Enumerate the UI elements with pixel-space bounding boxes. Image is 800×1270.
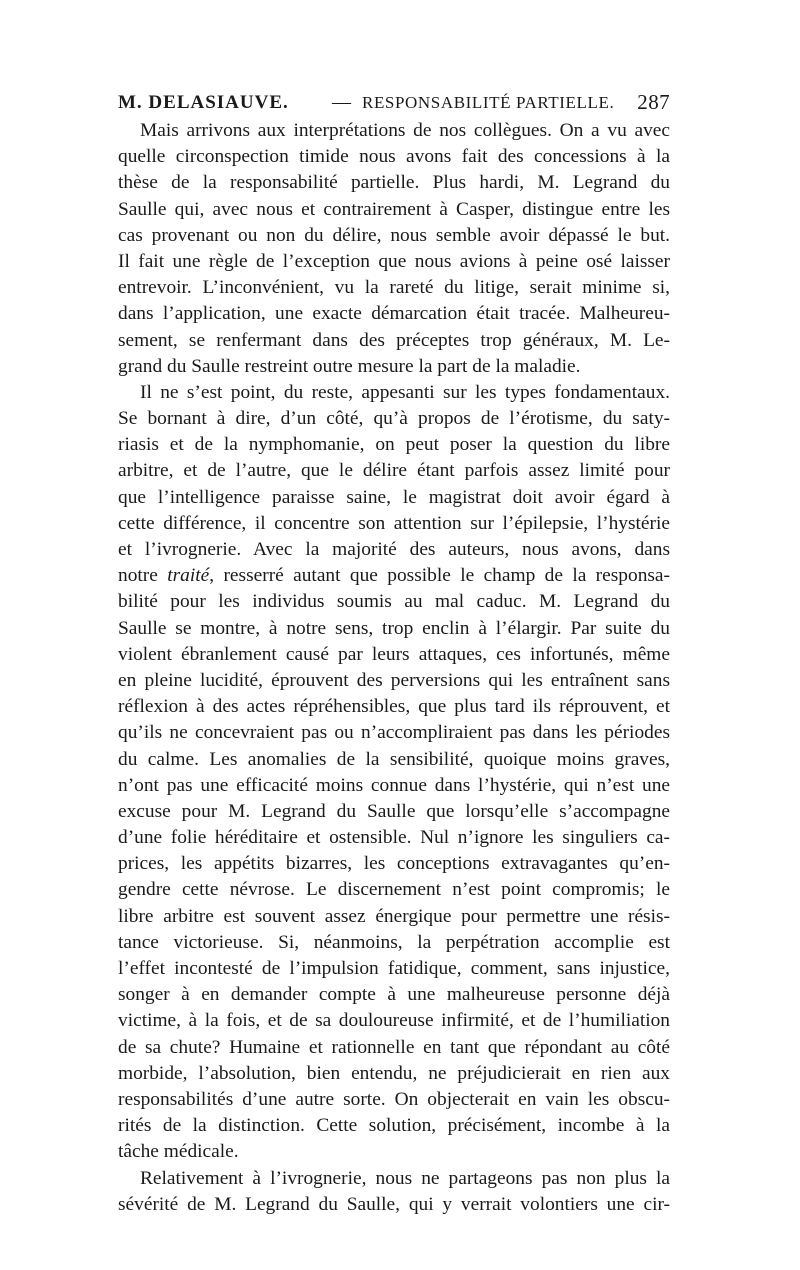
text-line: tance victorieuse. Si, néanmoins, la perpétration accomplie est xyxy=(118,931,670,953)
text-line: prices, les appétits bizarres, les conceptions extravagantes qu’en- xyxy=(118,853,670,875)
text-line: responsabilités d’une autre sorte. On objecterait en vain les obscu- xyxy=(118,1088,670,1110)
running-head-dash: — xyxy=(332,92,352,113)
text-line: rités de la distinction. Cette solution, précisément, incombe à la xyxy=(118,1115,670,1137)
text-line: victime, à la fois, et de sa douloureuse infirmité, et de l’humiliation xyxy=(118,1010,670,1032)
paragraph xyxy=(118,380,670,1166)
text-line: Il fait une règle de l’exception que nous avions à peine osé laisser xyxy=(118,250,670,272)
text-line: tâche médicale. xyxy=(118,1141,239,1163)
text-line: du calme. Les anomalies de la sensibilité, quoique moins graves, xyxy=(118,748,670,770)
text-line: dans l’application, une exacte démarcation était tracée. Malheureu- xyxy=(118,303,670,325)
running-head-section: RESPONSABILITÉ PARTIELLE. xyxy=(362,93,615,112)
text-line: Relativement à l’ivrognerie, nous ne partageons pas non plus la xyxy=(140,1167,670,1189)
text-line: morbide, l’absolution, bien entendu, ne préjudicierait en rien aux xyxy=(118,1062,670,1084)
text-line: de sa chute? Humaine et rationnelle en tant que répondant au côté xyxy=(118,1036,670,1058)
text-line: l’effet incontesté de l’impulsion fatidique, comment, sans injustice, xyxy=(118,958,670,979)
text-line: gendre cette névrose. Le discernement n’est point compromis; le xyxy=(118,879,670,901)
italic-title: traité xyxy=(167,565,210,587)
text-line: violent ébranlement causé par leurs attaques, ces infortunés, même xyxy=(118,643,670,665)
text-line: songer à en demander compte à une malheureuse personne déjà xyxy=(118,984,670,1006)
text-line: Il ne s’est point, du reste, appesanti sur les types fondamentaux. xyxy=(140,381,670,403)
text-line: n’ont pas une efficacité moins connue dans l’hystérie, qui n’est une xyxy=(118,774,670,796)
text-line: qu’ils ne concevraient pas ou n’accompliraient pas dans les périodes xyxy=(118,722,670,744)
paragraph xyxy=(118,118,670,380)
text-line: d’une folie héréditaire et ostensible. Nul n’ignore les singuliers ca- xyxy=(118,827,670,849)
book-page xyxy=(118,88,670,1218)
text-line: Se bornant à dire, d’un côté, qu’à propos de l’érotisme, du saty- xyxy=(118,408,670,430)
text-line: Mais arrivons aux interprétations de nos collègues. On a vu avec xyxy=(140,120,670,141)
body-text xyxy=(118,118,670,1218)
text-line: entrevoir. L’inconvénient, vu la rareté du litige, serait minime si, xyxy=(118,277,670,299)
text-line: réflexion à des actes répréhensibles, que plus tard ils réprouvent, et xyxy=(118,696,670,718)
text-line: en pleine lucidité, éprouvent des perversions qui les entraînent sans xyxy=(118,669,670,691)
text-line: excuse pour M. Legrand du Saulle que lorsqu’elle s’accompagne xyxy=(118,800,670,822)
text-line: que l’intelligence paraisse saine, le magistrat doit avoir égard à xyxy=(118,486,670,508)
text-line: notre traité, resserré autant que possible le champ de la responsa- xyxy=(118,565,670,587)
running-head xyxy=(118,88,670,118)
text-line: Saulle se montre, à notre sens, trop enclin à l’élargir. Par suite du xyxy=(118,617,670,639)
text-line: riasis et de la nymphomanie, on peut poser la question du libre xyxy=(118,434,670,456)
text-line: Saulle qui, avec nous et contrairement à Casper, distingue entre les xyxy=(118,198,670,220)
text-line: et l’ivrognerie. Avec la majorité des auteurs, nous avons, dans xyxy=(118,539,670,560)
text-line: bilité pour les individus soumis au mal caduc. M. Legrand du xyxy=(118,591,670,613)
page-number: 287 xyxy=(637,90,670,114)
running-head-author: M. DELASIAUVE. xyxy=(118,92,289,113)
text-line: cette différence, il concentre son attention sur l’épilepsie, l’hystérie xyxy=(118,512,670,534)
text-line: arbitre, et de l’autre, que le délire étant parfois assez limité pour xyxy=(118,460,670,482)
text-line: thèse de la responsabilité partielle. Plus hardi, M. Legrand du xyxy=(118,172,670,194)
text-line: cas provenant ou non du délire, nous semble avoir dépassé le but. xyxy=(118,224,670,246)
text-line: sévérité de M. Legrand du Saulle, qui y verrait volontiers une cir- xyxy=(118,1193,670,1215)
text-line: sement, se renfermant dans des préceptes trop généraux, M. Le- xyxy=(118,329,670,351)
text-line: quelle circonspection timide nous avons fait des concessions à la xyxy=(118,146,670,168)
text-line: libre arbitre est souvent assez énergique pour permettre une résis- xyxy=(118,905,670,927)
text-line: grand du Saulle restreint outre mesure la part de la maladie. xyxy=(118,355,581,377)
paragraph xyxy=(118,1166,670,1218)
